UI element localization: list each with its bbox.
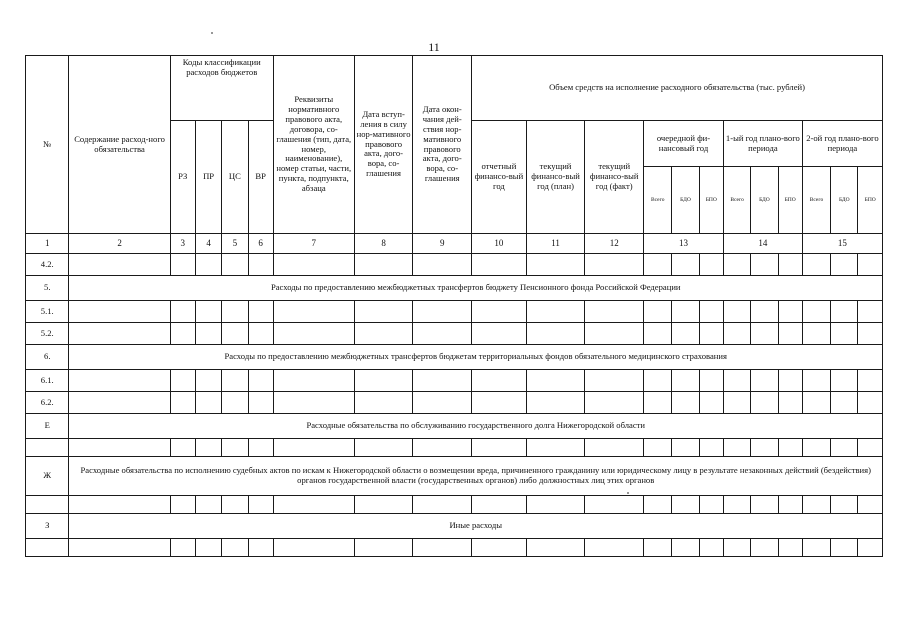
empty-cell: [858, 370, 883, 392]
section-row: [26, 514, 883, 539]
empty-cell: [413, 539, 472, 557]
empty-cell: [831, 370, 858, 392]
column-number: 1: [26, 234, 69, 254]
empty-cell: [273, 301, 354, 323]
empty-cell: [585, 392, 644, 414]
header-current-fact: текущий финансо-вый год (факт): [585, 121, 644, 234]
empty-cell: [273, 323, 354, 345]
empty-cell: [858, 323, 883, 345]
empty-cell: [273, 539, 354, 557]
column-number: 12: [585, 234, 644, 254]
empty-cell: [170, 496, 195, 514]
empty-cell: [69, 323, 170, 345]
empty-cell: [751, 439, 778, 457]
empty-cell: [699, 301, 723, 323]
empty-cell: [248, 301, 273, 323]
empty-cell: [751, 539, 778, 557]
header-reporting-year: отчетный финансо-вый год: [472, 121, 527, 234]
empty-cell: [170, 439, 195, 457]
empty-cell: [472, 539, 527, 557]
empty-cell: [222, 539, 248, 557]
row-number: Ж: [26, 457, 69, 496]
empty-cell: [273, 392, 354, 414]
sub-bdo: БДО: [672, 167, 699, 234]
table-row: [26, 254, 883, 276]
section-row: [26, 345, 883, 370]
empty-cell: [222, 301, 248, 323]
empty-cell: [195, 496, 221, 514]
empty-cell: [699, 392, 723, 414]
sub-bdo: БДО: [751, 167, 778, 234]
empty-cell: [858, 439, 883, 457]
column-number: 2: [69, 234, 170, 254]
empty-cell: [526, 496, 585, 514]
empty-cell: [526, 439, 585, 457]
empty-cell: [195, 370, 221, 392]
header-date-end: Дата окон-чания дей-ствия нор-мативного правового акта, дого-вора, со-глашения: [413, 56, 472, 234]
row-number: 5.1.: [26, 301, 69, 323]
empty-cell: [644, 370, 672, 392]
column-number: 14: [723, 234, 802, 254]
header-next-year: очередной фи-нансовый год: [644, 121, 724, 167]
section-row: [26, 276, 883, 301]
empty-cell: [778, 301, 802, 323]
empty-cell: [170, 254, 195, 276]
empty-cell: [699, 496, 723, 514]
empty-cell: [802, 439, 830, 457]
empty-cell: [858, 539, 883, 557]
empty-cell: [354, 439, 413, 457]
column-number: 5: [222, 234, 248, 254]
empty-cell: [831, 392, 858, 414]
empty-cell: [222, 496, 248, 514]
empty-cell: [354, 254, 413, 276]
empty-cell: [644, 539, 672, 557]
empty-cell: [526, 392, 585, 414]
empty-cell: [195, 392, 221, 414]
header-requisites: Реквизиты нормативного правового акта, договора, со-глашения (тип, дата, номер, наименование), номер статьи, части, пункта, подпункта, абзаца: [273, 56, 354, 234]
empty-cell: [170, 539, 195, 557]
section-row: [26, 457, 883, 496]
row-number: [26, 539, 69, 557]
sub-total: Всего: [723, 167, 750, 234]
column-number: 15: [802, 234, 882, 254]
header-plan-year-1: 1-ый год плано-вого периода: [723, 121, 802, 167]
empty-cell: [69, 496, 170, 514]
table-row: [26, 323, 883, 345]
empty-cell: [69, 370, 170, 392]
row-number: [26, 439, 69, 457]
empty-cell: [195, 439, 221, 457]
empty-cell: [723, 301, 750, 323]
empty-cell: [413, 392, 472, 414]
row-number: 6.: [26, 345, 69, 370]
empty-cell: [585, 370, 644, 392]
empty-cell: [778, 254, 802, 276]
column-number: 3: [170, 234, 195, 254]
header-pr: ПР: [195, 121, 221, 234]
empty-cell: [69, 439, 170, 457]
header-vr: ВР: [248, 121, 273, 234]
empty-cell: [672, 496, 699, 514]
empty-cell: [526, 323, 585, 345]
empty-cell: [751, 254, 778, 276]
row-number: 5.: [26, 276, 69, 301]
empty-cell: [526, 539, 585, 557]
empty-cell: [802, 370, 830, 392]
empty-cell: [354, 301, 413, 323]
empty-cell: [585, 539, 644, 557]
empty-cell: [751, 370, 778, 392]
empty-cell: [195, 539, 221, 557]
header-rz: РЗ: [170, 121, 195, 234]
header-plan-year-2: 2-ой год плано-вого периода: [802, 121, 882, 167]
empty-cell: [413, 254, 472, 276]
empty-cell: [778, 439, 802, 457]
section-row: [26, 414, 883, 439]
empty-cell: [195, 301, 221, 323]
empty-cell: [413, 370, 472, 392]
empty-cell: [723, 254, 750, 276]
empty-cell: [778, 392, 802, 414]
empty-cell: [222, 370, 248, 392]
empty-cell: [248, 392, 273, 414]
empty-cell: [778, 370, 802, 392]
column-number-row: [26, 234, 883, 254]
empty-cell: [802, 539, 830, 557]
row-number: 6.2.: [26, 392, 69, 414]
row-number: 4.2.: [26, 254, 69, 276]
empty-cell: [69, 539, 170, 557]
sub-bpo: БПО: [699, 167, 723, 234]
empty-cell: [672, 323, 699, 345]
empty-cell: [526, 301, 585, 323]
header-no: №: [26, 56, 69, 234]
row-number: 6.1.: [26, 370, 69, 392]
empty-cell: [858, 254, 883, 276]
empty-cell: [472, 496, 527, 514]
empty-cell: [699, 254, 723, 276]
empty-cell: [585, 323, 644, 345]
empty-cell: [472, 301, 527, 323]
empty-cell: [248, 323, 273, 345]
empty-cell: [248, 254, 273, 276]
column-number: 4: [195, 234, 221, 254]
row-number: [26, 496, 69, 514]
empty-cell: [802, 392, 830, 414]
sub-bdo: БДО: [831, 167, 858, 234]
empty-cell: [723, 496, 750, 514]
empty-cell: [699, 539, 723, 557]
empty-cell: [222, 323, 248, 345]
row-number: 5.2.: [26, 323, 69, 345]
empty-cell: [644, 323, 672, 345]
empty-cell: [354, 323, 413, 345]
empty-cell: [354, 539, 413, 557]
table-row: [26, 539, 883, 557]
empty-cell: [672, 439, 699, 457]
empty-cell: [413, 323, 472, 345]
empty-cell: [273, 439, 354, 457]
empty-cell: [778, 323, 802, 345]
empty-cell: [831, 254, 858, 276]
empty-cell: [858, 392, 883, 414]
table-row: [26, 439, 883, 457]
empty-cell: [354, 496, 413, 514]
empty-cell: [831, 496, 858, 514]
section-title: Расходы по предоставлению межбюджетных трансфертов бюджетам территориальных фондов обязательного медицинского страхования: [69, 345, 883, 370]
empty-cell: [672, 539, 699, 557]
column-number: 9: [413, 234, 472, 254]
empty-cell: [354, 392, 413, 414]
empty-cell: [699, 370, 723, 392]
row-number: З: [26, 514, 69, 539]
empty-cell: [273, 496, 354, 514]
empty-cell: [644, 392, 672, 414]
empty-cell: [672, 301, 699, 323]
empty-cell: [699, 439, 723, 457]
row-number: Е: [26, 414, 69, 439]
header-cs: ЦС: [222, 121, 248, 234]
header-codes: Коды классификации расходов бюджетов: [170, 56, 273, 121]
empty-cell: [699, 323, 723, 345]
empty-cell: [751, 301, 778, 323]
empty-cell: [170, 392, 195, 414]
empty-cell: [273, 254, 354, 276]
empty-cell: [723, 439, 750, 457]
empty-cell: [723, 539, 750, 557]
empty-cell: [672, 370, 699, 392]
empty-cell: [831, 301, 858, 323]
empty-cell: [723, 370, 750, 392]
empty-cell: [672, 254, 699, 276]
empty-cell: [526, 370, 585, 392]
empty-cell: [69, 301, 170, 323]
empty-cell: [472, 439, 527, 457]
section-title: Расходы по предоставлению межбюджетных трансфертов бюджету Пенсионного фонда Российской Федерации: [69, 276, 883, 301]
empty-cell: [248, 370, 273, 392]
empty-cell: [858, 496, 883, 514]
empty-cell: [802, 323, 830, 345]
empty-cell: [170, 323, 195, 345]
empty-cell: [802, 301, 830, 323]
section-title: Иные расходы: [69, 514, 883, 539]
empty-cell: [222, 254, 248, 276]
empty-cell: [778, 539, 802, 557]
empty-cell: [222, 392, 248, 414]
empty-cell: [472, 370, 527, 392]
empty-cell: [526, 254, 585, 276]
column-number: 6: [248, 234, 273, 254]
header-volume: Объем средств на исполнение расходного обязательства (тыс. рублей): [472, 56, 883, 121]
empty-cell: [802, 496, 830, 514]
empty-cell: [472, 323, 527, 345]
table-row: [26, 370, 883, 392]
section-title: Расходные обязательства по исполнению судебных актов по искам к Нижегородской области о возмещении вреда, причиненного гражданину или юридическому лицу в результате незаконных действий (бездействия) органов государственной власти (государственных органов) либо должностных лиц этих органов: [69, 457, 883, 496]
expenditure-obligations-table: [25, 55, 883, 557]
sub-bpo: БПО: [778, 167, 802, 234]
header-current-plan: текущий финансо-вый год (план): [526, 121, 585, 234]
empty-cell: [472, 392, 527, 414]
empty-cell: [723, 392, 750, 414]
empty-cell: [672, 392, 699, 414]
empty-cell: [195, 323, 221, 345]
empty-cell: [69, 254, 170, 276]
empty-cell: [354, 370, 413, 392]
empty-cell: [413, 496, 472, 514]
empty-cell: [644, 301, 672, 323]
empty-cell: [69, 392, 170, 414]
section-title: Расходные обязательства по обслуживанию государственного долга Нижегородской области: [69, 414, 883, 439]
empty-cell: [751, 496, 778, 514]
empty-cell: [248, 496, 273, 514]
table-row: [26, 496, 883, 514]
empty-cell: [831, 539, 858, 557]
empty-cell: [751, 392, 778, 414]
empty-cell: [413, 439, 472, 457]
scan-speck: [211, 32, 213, 34]
empty-cell: [195, 254, 221, 276]
column-number: 7: [273, 234, 354, 254]
empty-cell: [413, 301, 472, 323]
empty-cell: [858, 301, 883, 323]
empty-cell: [170, 301, 195, 323]
empty-cell: [644, 254, 672, 276]
empty-cell: [802, 254, 830, 276]
empty-cell: [585, 496, 644, 514]
empty-cell: [585, 439, 644, 457]
empty-cell: [723, 323, 750, 345]
header-content: Содержание расход-ного обязательства: [69, 56, 170, 234]
empty-cell: [248, 539, 273, 557]
empty-cell: [585, 301, 644, 323]
page-number: 11: [428, 40, 440, 54]
sub-total: Всего: [802, 167, 830, 234]
column-number: 11: [526, 234, 585, 254]
column-number: 10: [472, 234, 527, 254]
empty-cell: [170, 370, 195, 392]
empty-cell: [248, 439, 273, 457]
empty-cell: [273, 370, 354, 392]
table-row: [26, 301, 883, 323]
column-number: 13: [644, 234, 724, 254]
empty-cell: [831, 439, 858, 457]
empty-cell: [751, 323, 778, 345]
sub-total: Всего: [644, 167, 672, 234]
empty-cell: [585, 254, 644, 276]
table-row: [26, 392, 883, 414]
sub-bpo: БПО: [858, 167, 883, 234]
column-number: 8: [354, 234, 413, 254]
empty-cell: [222, 439, 248, 457]
empty-cell: [644, 439, 672, 457]
empty-cell: [831, 323, 858, 345]
empty-cell: [644, 496, 672, 514]
empty-cell: [778, 496, 802, 514]
empty-cell: [472, 254, 527, 276]
header-date-start: Дата вступ-ления в силу нор-мативного правового акта, дого-вора, со-глашения: [354, 56, 413, 234]
